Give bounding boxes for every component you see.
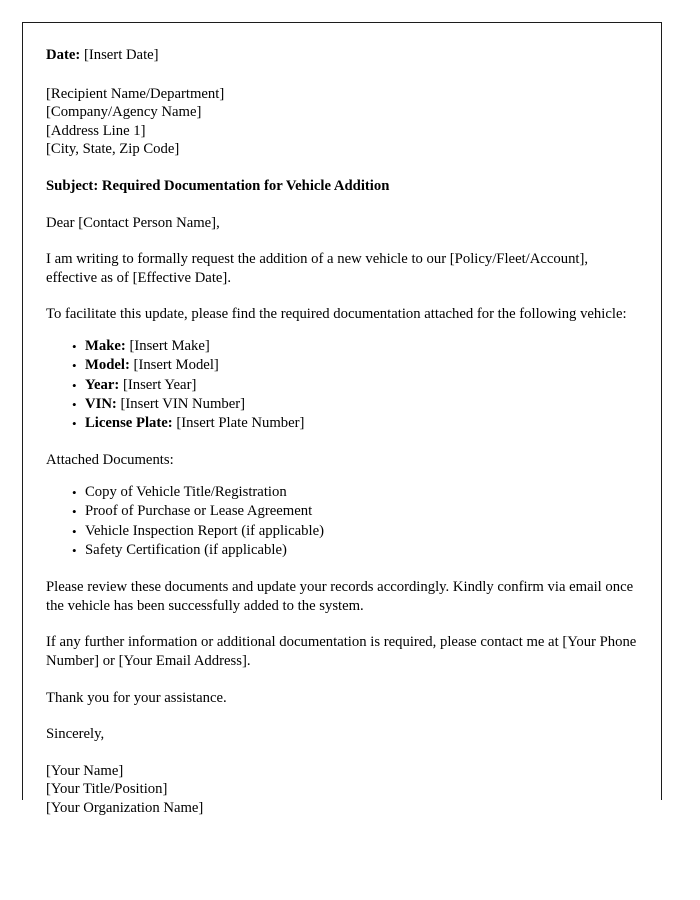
letter-body	[46, 46, 638, 818]
recipient-line: [Company/Agency Name]	[46, 104, 202, 121]
spacer	[46, 324, 638, 337]
review-paragraph: Please review these documents and update your records accordingly. Kindly confirm via email once the vehicle has been successfully added to the system.	[46, 579, 634, 614]
thanks-paragraph: Thank you for your assistance.	[46, 689, 227, 706]
signature-line: [Your Title/Position]	[46, 781, 168, 798]
attachments-heading: Attached Documents:	[46, 452, 174, 469]
vehicle-details-list	[46, 337, 638, 433]
closing-salutation: Sincerely,	[46, 726, 105, 743]
spacer	[46, 560, 638, 578]
recipient-line: [City, State, Zip Code]	[46, 141, 180, 158]
spacer	[46, 744, 638, 762]
spacer	[46, 159, 638, 177]
vehicle-detail-label: License Plate:	[85, 415, 173, 432]
list-item: • Proof of Purchase or Lease Agreement	[46, 502, 638, 521]
list-item	[46, 356, 638, 375]
subject-line: Subject: Required Documentation for Vehicle Addition	[46, 177, 390, 194]
salutation: Dear [Contact Person Name],	[46, 214, 220, 231]
date-label: Date:	[46, 47, 81, 63]
vehicle-detail-label: Year:	[85, 376, 120, 393]
list-item	[46, 414, 638, 433]
vehicle-detail-value: [Insert Model]	[133, 357, 219, 374]
spacer	[46, 671, 638, 689]
list-item: • Vehicle Inspection Report (if applicable)	[46, 522, 638, 541]
spacer	[46, 196, 638, 214]
vehicle-detail-label: Model:	[85, 357, 130, 374]
recipient-line: [Recipient Name/Department]	[46, 85, 225, 102]
list-item: • Safety Certification (if applicable)	[46, 541, 638, 560]
vehicle-detail-label: Make:	[85, 337, 126, 354]
signature-block	[46, 762, 638, 818]
list-item	[46, 337, 638, 356]
recipient-line: [Address Line 1]	[46, 122, 146, 139]
spacer	[46, 232, 638, 250]
list-item: • Copy of Vehicle Title/Registration	[46, 483, 638, 502]
spacer	[46, 707, 638, 725]
opening-paragraph: I am writing to formally request the addition of a new vehicle to our [Policy/Fleet/Account], effective as of [Effective Date].	[46, 251, 589, 286]
list-item	[46, 395, 638, 414]
vehicle-detail-value: [Insert Year]	[122, 376, 197, 393]
list-item	[46, 376, 638, 395]
recipient-block	[46, 85, 638, 159]
spacer	[46, 433, 638, 451]
attachments-list	[46, 483, 638, 560]
date-line	[46, 46, 638, 65]
date-value: [Insert Date]	[83, 47, 159, 63]
spacer	[46, 287, 638, 305]
vehicle-detail-label: VIN:	[85, 395, 117, 412]
signature-line: [Your Name]	[46, 762, 124, 779]
spacer	[46, 470, 638, 483]
contact-paragraph: If any further information or additional documentation is required, please contact me at [Your Phone Number] or [Your Email Address].	[46, 634, 637, 669]
vehicle-detail-value: [Insert Make]	[129, 337, 210, 354]
spacer	[46, 615, 638, 633]
request-paragraph: To facilitate this update, please find the required documentation attached for the following vehicle:	[46, 306, 627, 323]
vehicle-detail-value: [Insert VIN Number]	[120, 395, 246, 412]
spacer	[46, 65, 638, 85]
vehicle-detail-value: [Insert Plate Number]	[176, 415, 305, 432]
signature-line: [Your Organization Name]	[46, 799, 204, 816]
